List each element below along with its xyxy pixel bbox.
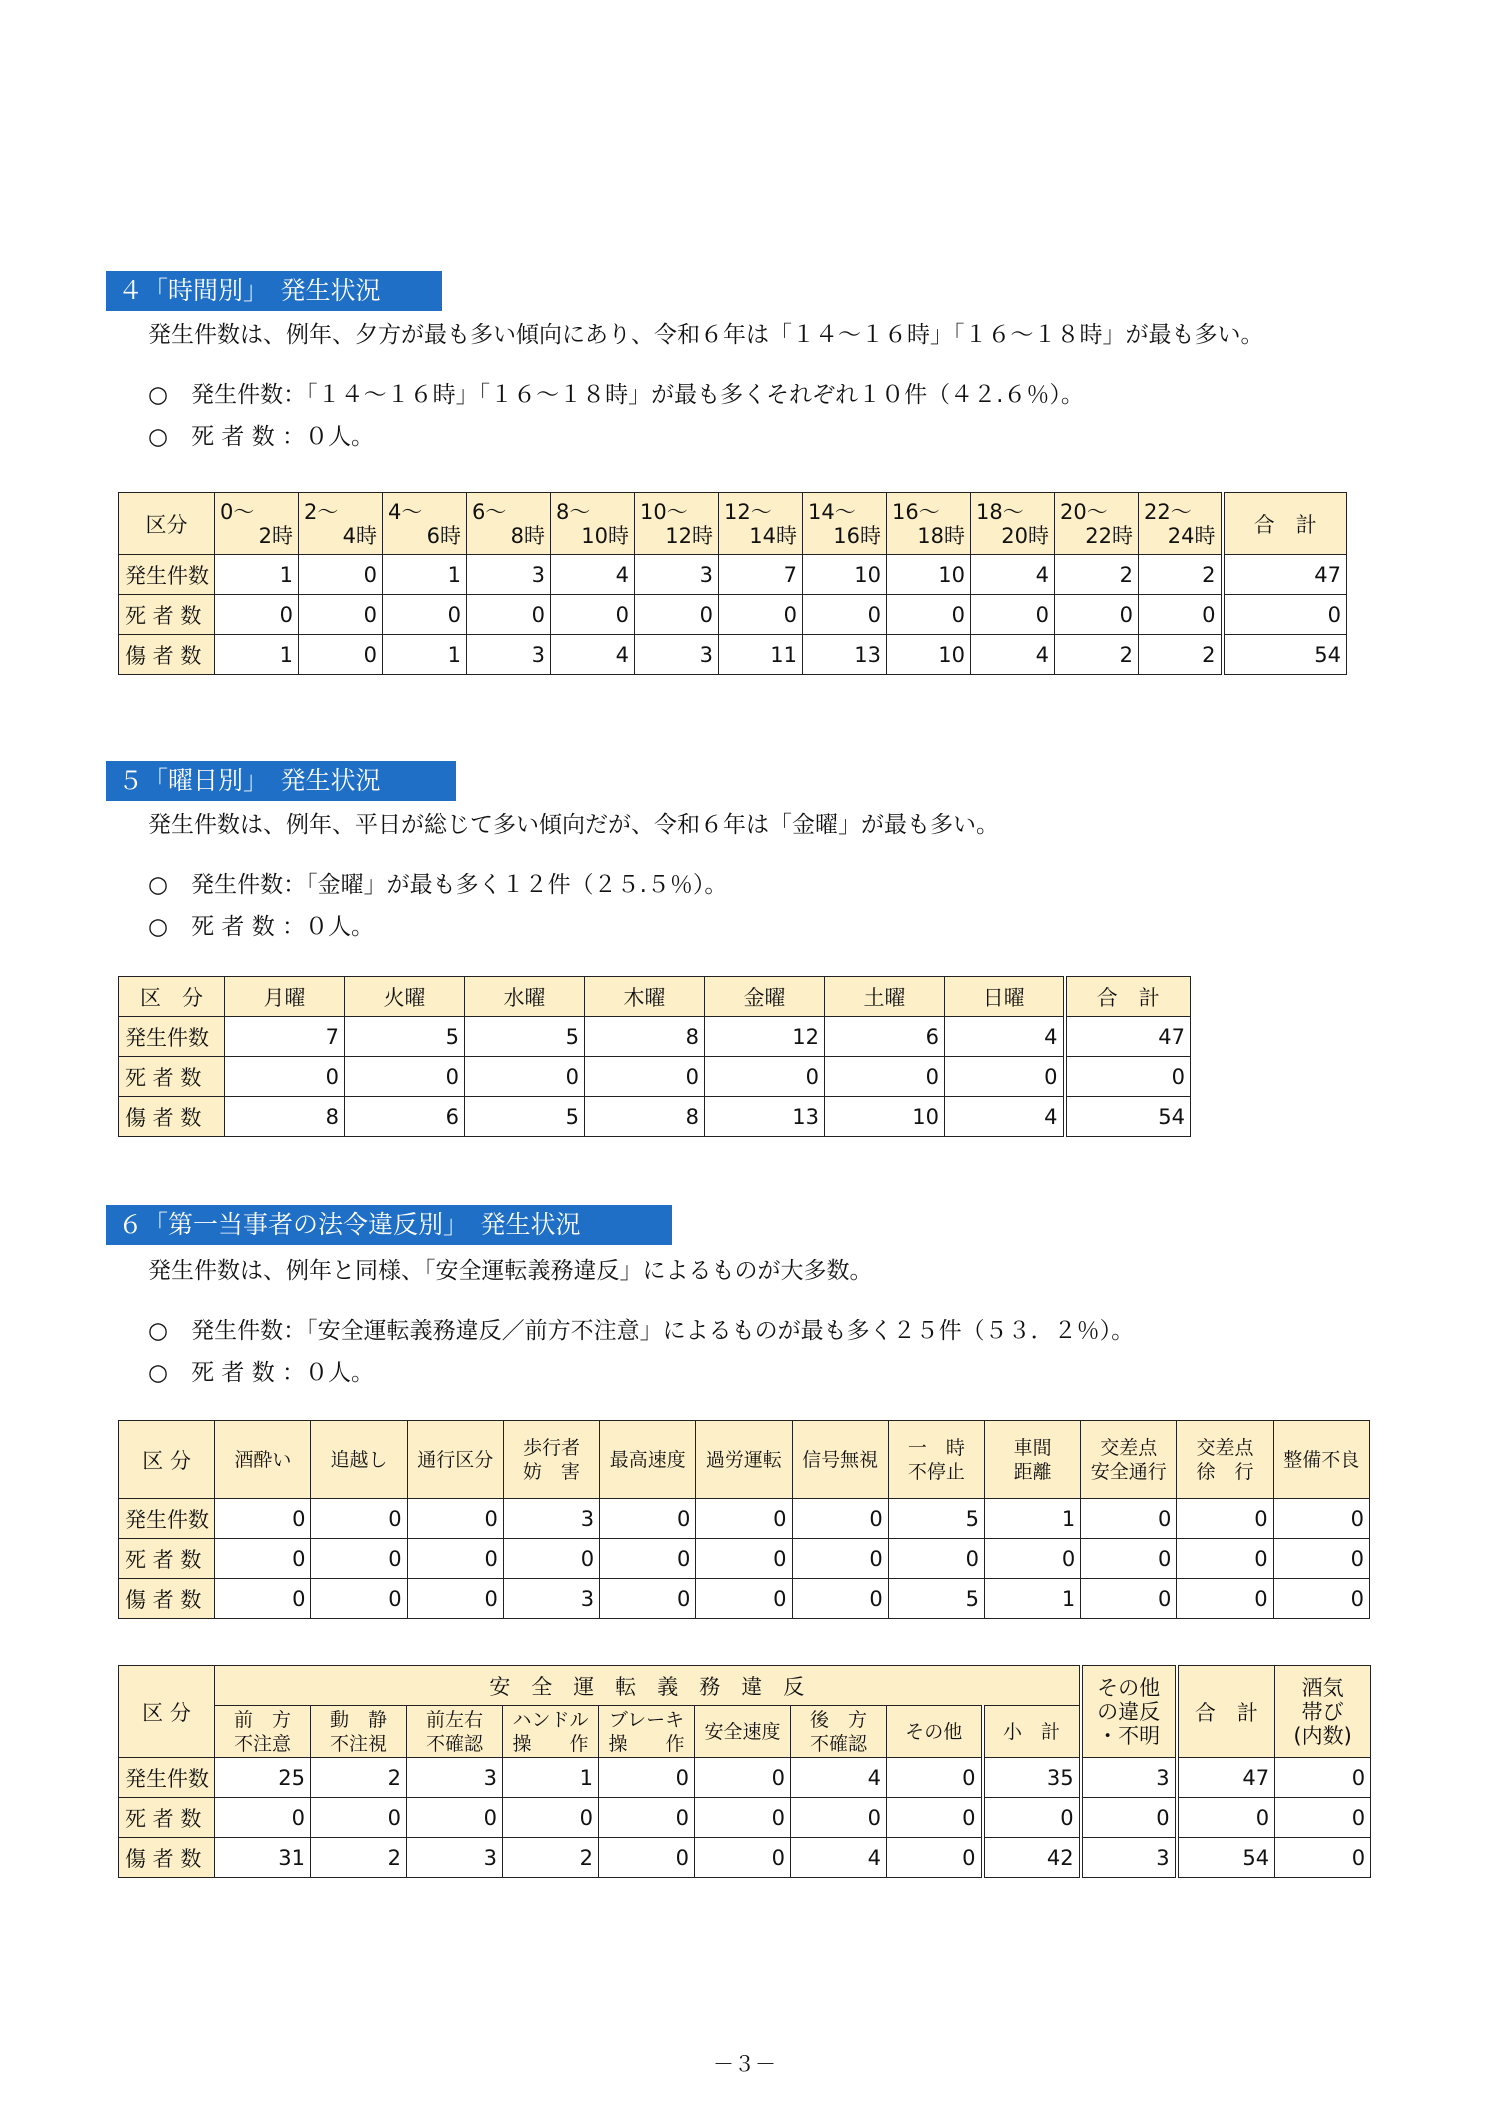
data-cell: 5 [465,1017,585,1057]
row-header: 死 者 数 [119,1539,215,1579]
data-cell: 5 [888,1579,984,1619]
header-line: 8～ [556,499,591,524]
data-cell: 0 [599,1838,695,1878]
header-line: 0～ [220,499,255,524]
data-cell: 7 [225,1017,345,1057]
table-row [119,1758,1371,1798]
data-cell: 0 [1055,595,1139,635]
data-cell: 3 [503,1499,599,1539]
data-cell: 0 [887,1798,983,1838]
section-5-description: 発生件数は、例年、平日が総じて多い傾向だが、令和６年は「金曜」が最も多い。 [148,812,999,838]
data-cell: 1 [383,635,467,675]
data-cell: 4 [945,1097,1065,1137]
header-line: 操 作 [608,1732,685,1755]
data-cell: 0 [503,1539,599,1579]
data-cell: 0 [225,1057,345,1097]
header-line: の違反 [1097,1699,1161,1724]
column-header [1139,493,1223,555]
header-line: 交差点 [1100,1436,1158,1459]
data-cell: 0 [1273,1579,1369,1619]
column-header [467,493,551,555]
column-header [599,1706,695,1758]
header-line: 10～ [640,499,688,524]
column-header [311,1421,407,1499]
header-line: 動 静 [329,1708,387,1731]
data-cell: 0 [467,595,551,635]
table-row [119,1017,1191,1057]
section-5-bullet-deaths: ○ 死 者 数 ：０人。 [148,914,375,940]
column-header [971,493,1055,555]
data-cell: 0 [945,1057,1065,1097]
group-header: 安 全 運 転 義 務 違 反 [215,1666,1081,1706]
data-cell: 2 [311,1838,407,1878]
data-cell: 0 [887,595,971,635]
column-header [887,493,971,555]
header-line: 20～ [1060,499,1108,524]
section-6-heading: ６「第一当事者の法令違反別」 発生状況 [106,1205,672,1245]
column-header [719,493,803,555]
data-cell: 4 [791,1838,887,1878]
data-cell: 42 [983,1838,1081,1878]
data-cell: 4 [945,1017,1065,1057]
column-header [407,1706,503,1758]
header-line: 安全通行 [1090,1460,1167,1483]
section-6-bullet-occurrences: ○ 発生件数：「安全運転義務違反／前方不注意」によるものが最も多く２５件（５３．２％）。 [148,1318,1135,1344]
table-row [119,1097,1191,1137]
header-line: 不停止 [907,1460,965,1483]
corner-header: 区 分 [119,1666,215,1758]
data-cell: 0 [551,595,635,635]
data-cell: 1 [984,1499,1080,1539]
data-cell: 0 [696,1579,792,1619]
data-cell: 0 [1177,1579,1273,1619]
total-cell: 0 [1065,1057,1191,1097]
data-cell: 0 [792,1499,888,1539]
header-line: 距離 [1013,1460,1052,1483]
header-line: 22～ [1144,499,1192,524]
section-4-description: 発生件数は、例年、夕方が最も多い傾向にあり、令和６年は「１４～１６時」「１６～１８時」が最も多い。 [148,322,1264,348]
violation-table-1 [118,1420,1370,1619]
data-cell: 13 [803,635,887,675]
data-cell: 6 [345,1097,465,1137]
column-header [791,1706,887,1758]
data-cell: 8 [585,1097,705,1137]
data-cell: 1 [984,1579,1080,1619]
column-header: 金曜 [705,977,825,1017]
header-line: 22時 [1085,523,1133,548]
row-header: 死 者 数 [119,1798,215,1838]
header-line: 16時 [833,523,881,548]
data-cell: 0 [696,1499,792,1539]
header-line: 後 方 [809,1708,867,1731]
data-cell: 3 [635,555,719,595]
data-cell: 0 [983,1798,1081,1838]
data-cell: 0 [696,1539,792,1579]
row-header: 傷 者 数 [119,1579,215,1619]
total-cell: 0 [1177,1798,1275,1838]
header-line: ハンドル [512,1708,589,1731]
data-cell: 4 [971,635,1055,675]
weekday-table [118,976,1191,1137]
header-line: 徐 行 [1196,1460,1254,1483]
column-header: 日曜 [945,977,1065,1017]
total-cell: 47 [1223,555,1347,595]
data-cell: 0 [1081,1579,1177,1619]
row-header: 死 者 数 [119,595,215,635]
data-cell: 1 [215,555,299,595]
data-cell: 0 [407,1798,503,1838]
data-cell: 0 [705,1057,825,1097]
data-cell: 0 [600,1499,696,1539]
data-cell: 0 [585,1057,705,1097]
data-cell: 11 [719,635,803,675]
data-cell: 3 [407,1838,503,1878]
total-cell: 54 [1065,1097,1191,1137]
data-cell: 25 [215,1758,311,1798]
header-line: 酒酔い [234,1448,292,1471]
section-4-heading: ４「時間別」 発生状況 [106,271,442,311]
column-header [299,493,383,555]
column-header: 水曜 [465,977,585,1017]
header-line: ブレーキ [608,1708,685,1731]
table-row [119,1838,1371,1878]
data-cell: 0 [599,1758,695,1798]
column-header [600,1421,696,1499]
data-cell: 31 [215,1838,311,1878]
data-cell: 0 [311,1798,407,1838]
data-cell: 0 [299,555,383,595]
other-cell: 3 [1081,1838,1177,1878]
data-cell: 10 [887,555,971,595]
data-cell: 0 [503,1798,599,1838]
section-4-bullet-deaths: ○ 死 者 数 ：０人。 [148,424,375,450]
data-cell: 6 [825,1017,945,1057]
data-cell: 0 [792,1579,888,1619]
row-header: 死 者 数 [119,1057,225,1097]
data-cell: 0 [888,1539,984,1579]
data-cell: 2 [1139,555,1223,595]
total-cell: 47 [1065,1017,1191,1057]
header-line: 16～ [892,499,940,524]
header-line: 追越し [330,1448,388,1471]
column-header [551,493,635,555]
column-header: 木曜 [585,977,705,1017]
data-cell: 3 [503,1579,599,1619]
header-line: 妨 害 [522,1460,580,1483]
drunk-cell: 0 [1275,1798,1371,1838]
data-cell: 8 [225,1097,345,1137]
header-line: 14時 [749,523,797,548]
data-cell: 0 [1081,1499,1177,1539]
header-line: 最高速度 [609,1448,686,1471]
row-header: 発生件数 [119,555,215,595]
data-cell: 1 [383,555,467,595]
column-header [635,493,719,555]
header-line: 信号無視 [802,1448,879,1471]
table-row [119,635,1347,675]
data-cell: 0 [215,1499,311,1539]
data-cell: 3 [467,555,551,595]
data-cell: 4 [551,635,635,675]
table-row [119,1057,1191,1097]
data-cell: 0 [971,595,1055,635]
column-header [215,1706,311,1758]
data-cell: 2 [1139,635,1223,675]
corner-header: 区分 [119,493,215,555]
header-line: 10時 [581,523,629,548]
data-cell: 10 [803,555,887,595]
other-cell: 0 [1081,1798,1177,1838]
header-line: 4時 [342,523,377,548]
header-line: 6～ [472,499,507,524]
header-line: 前 方 [233,1708,291,1731]
column-header [1055,493,1139,555]
data-cell: 2 [1055,555,1139,595]
corner-header: 区 分 [119,1421,215,1499]
header-line: 安全速度 [704,1720,781,1743]
table-row [119,1579,1370,1619]
data-cell: 0 [299,595,383,635]
row-header: 傷 者 数 [119,1838,215,1878]
column-header [696,1421,792,1499]
data-cell: 5 [888,1499,984,1539]
data-cell: 0 [215,1798,311,1838]
total-cell: 54 [1223,635,1347,675]
data-cell: 3 [635,635,719,675]
header-line: 車間 [1013,1436,1052,1459]
data-cell: 0 [792,1539,888,1579]
column-header [311,1706,407,1758]
column-header [983,1706,1081,1758]
data-cell: 2 [1055,635,1139,675]
header-line: 通行区分 [417,1448,494,1471]
corner-header: 区 分 [119,977,225,1017]
data-cell: 5 [345,1017,465,1057]
header-line: 24時 [1167,523,1216,548]
row-header: 発生件数 [119,1758,215,1798]
column-header [503,1421,599,1499]
data-cell: 4 [551,555,635,595]
header-line: ・不明 [1097,1723,1161,1748]
column-header [792,1421,888,1499]
data-cell: 10 [825,1097,945,1137]
table-row [119,1499,1370,1539]
row-header: 傷 者 数 [119,635,215,675]
data-cell: 4 [971,555,1055,595]
header-line: 操 作 [512,1732,589,1755]
data-cell: 3 [467,635,551,675]
header-line: 14～ [808,499,856,524]
data-cell: 0 [803,595,887,635]
row-header: 発生件数 [119,1499,215,1539]
data-cell: 0 [311,1539,407,1579]
data-cell: 0 [984,1539,1080,1579]
header-row-group [119,1666,1371,1706]
column-header: 火曜 [345,977,465,1017]
column-header [1273,1421,1369,1499]
data-cell: 0 [311,1499,407,1539]
header-line: (内数) [1293,1723,1352,1748]
header-row [119,493,1347,555]
total-cell: 54 [1177,1838,1275,1878]
data-cell: 0 [1273,1539,1369,1579]
violation-table-2 [118,1665,1371,1878]
header-line: 18時 [917,523,965,548]
header-line: 交差点 [1196,1436,1254,1459]
column-header [888,1421,984,1499]
header-line: 不注視 [329,1732,387,1755]
data-cell: 0 [1177,1539,1273,1579]
header-line: 不注意 [233,1732,291,1755]
data-cell: 0 [600,1579,696,1619]
header-line: 4～ [388,499,423,524]
data-cell: 1 [215,635,299,675]
data-cell: 5 [465,1097,585,1137]
column-header [803,493,887,555]
section-5-heading: ５「曜日別」 発生状況 [106,761,456,801]
data-cell: 0 [635,595,719,635]
data-cell: 0 [719,595,803,635]
column-header [215,493,299,555]
data-cell: 0 [345,1057,465,1097]
column-header [984,1421,1080,1499]
header-line: その他 [905,1720,963,1743]
data-cell: 0 [695,1838,791,1878]
drunk-cell: 0 [1275,1838,1371,1878]
data-cell: 7 [719,555,803,595]
header-line: 2～ [304,499,339,524]
data-cell: 8 [585,1017,705,1057]
table-row [119,1539,1370,1579]
table-row [119,555,1347,595]
column-header [1081,1421,1177,1499]
data-cell: 1 [503,1758,599,1798]
total-header: 合 計 [1223,493,1347,555]
column-header [383,493,467,555]
section-5-bullet-occurrences: ○ 発生件数：「金曜」が最も多く１２件（２５.５％）。 [148,872,728,898]
data-cell: 0 [299,635,383,675]
data-cell: 0 [600,1539,696,1579]
header-line: 帯び [1301,1699,1344,1724]
total-header: 合 計 [1065,977,1191,1017]
header-line: 過労運転 [705,1448,782,1471]
column-header [695,1706,791,1758]
page-number: －３－ [713,2052,776,2076]
column-header [215,1421,311,1499]
total-header: 合 計 [1177,1666,1275,1758]
time-table [118,492,1347,675]
header-line: 歩行者 [522,1436,580,1459]
row-header: 発生件数 [119,1017,225,1057]
data-cell: 35 [983,1758,1081,1798]
data-cell: 0 [1081,1539,1177,1579]
data-cell: 0 [695,1758,791,1798]
data-cell: 0 [695,1798,791,1838]
header-line: その他 [1097,1675,1161,1700]
header-line: 不確認 [809,1732,867,1755]
header-line: 2時 [258,523,293,548]
header-line: 8時 [510,523,545,548]
data-cell: 0 [215,1579,311,1619]
data-cell: 0 [887,1758,983,1798]
table-row [119,595,1347,635]
data-cell: 0 [407,1539,503,1579]
data-cell: 13 [705,1097,825,1137]
data-cell: 0 [887,1838,983,1878]
header-line: 20時 [1001,523,1049,548]
data-cell: 3 [407,1758,503,1798]
header-line: 前左右 [425,1708,483,1731]
data-cell: 0 [825,1057,945,1097]
total-cell: 47 [1177,1758,1275,1798]
data-cell: 4 [791,1758,887,1798]
header-line: 不確認 [425,1732,483,1755]
drunk-cell: 0 [1275,1758,1371,1798]
column-header: 土曜 [825,977,945,1017]
column-header [503,1706,599,1758]
data-cell: 0 [1177,1499,1273,1539]
data-cell: 0 [383,595,467,635]
table-row [119,1798,1371,1838]
header-line: 小 計 [1003,1720,1061,1743]
data-cell: 0 [1273,1499,1369,1539]
data-cell: 0 [215,1539,311,1579]
section-4-bullet-occurrences: ○ 発生件数：「１４～１６時」「１６～１８時」が最も多くそれぞれ１０件（４２.６％）。 [148,382,1084,408]
data-cell: 0 [215,595,299,635]
header-line: 12～ [724,499,772,524]
header-line: 18～ [976,499,1024,524]
data-cell: 0 [407,1579,503,1619]
header-row [119,977,1191,1017]
data-cell: 0 [311,1579,407,1619]
data-cell: 12 [705,1017,825,1057]
header-line: 6時 [426,523,461,548]
drunk-driving-header [1275,1666,1371,1758]
header-row [119,1421,1370,1499]
header-line: 一 時 [907,1436,965,1459]
header-line: 酒気 [1301,1675,1344,1700]
data-cell: 2 [503,1838,599,1878]
header-line: 整備不良 [1283,1448,1360,1471]
row-header: 傷 者 数 [119,1097,225,1137]
section-6-description: 発生件数は、例年と同様、「安全運転義務違反」によるものが大多数。 [148,1258,873,1284]
data-cell: 0 [407,1499,503,1539]
column-header [887,1706,983,1758]
total-cell: 0 [1223,595,1347,635]
header-line: 12時 [665,523,713,548]
data-cell: 2 [311,1758,407,1798]
column-header: 月曜 [225,977,345,1017]
column-header [1177,1421,1273,1499]
data-cell: 0 [791,1798,887,1838]
other-violation-header [1081,1666,1177,1758]
column-header [407,1421,503,1499]
data-cell: 0 [465,1057,585,1097]
data-cell: 0 [599,1798,695,1838]
section-6-bullet-deaths: ○ 死 者 数 ：０人。 [148,1360,375,1386]
data-cell: 0 [1139,595,1223,635]
data-cell: 10 [887,635,971,675]
other-cell: 3 [1081,1758,1177,1798]
